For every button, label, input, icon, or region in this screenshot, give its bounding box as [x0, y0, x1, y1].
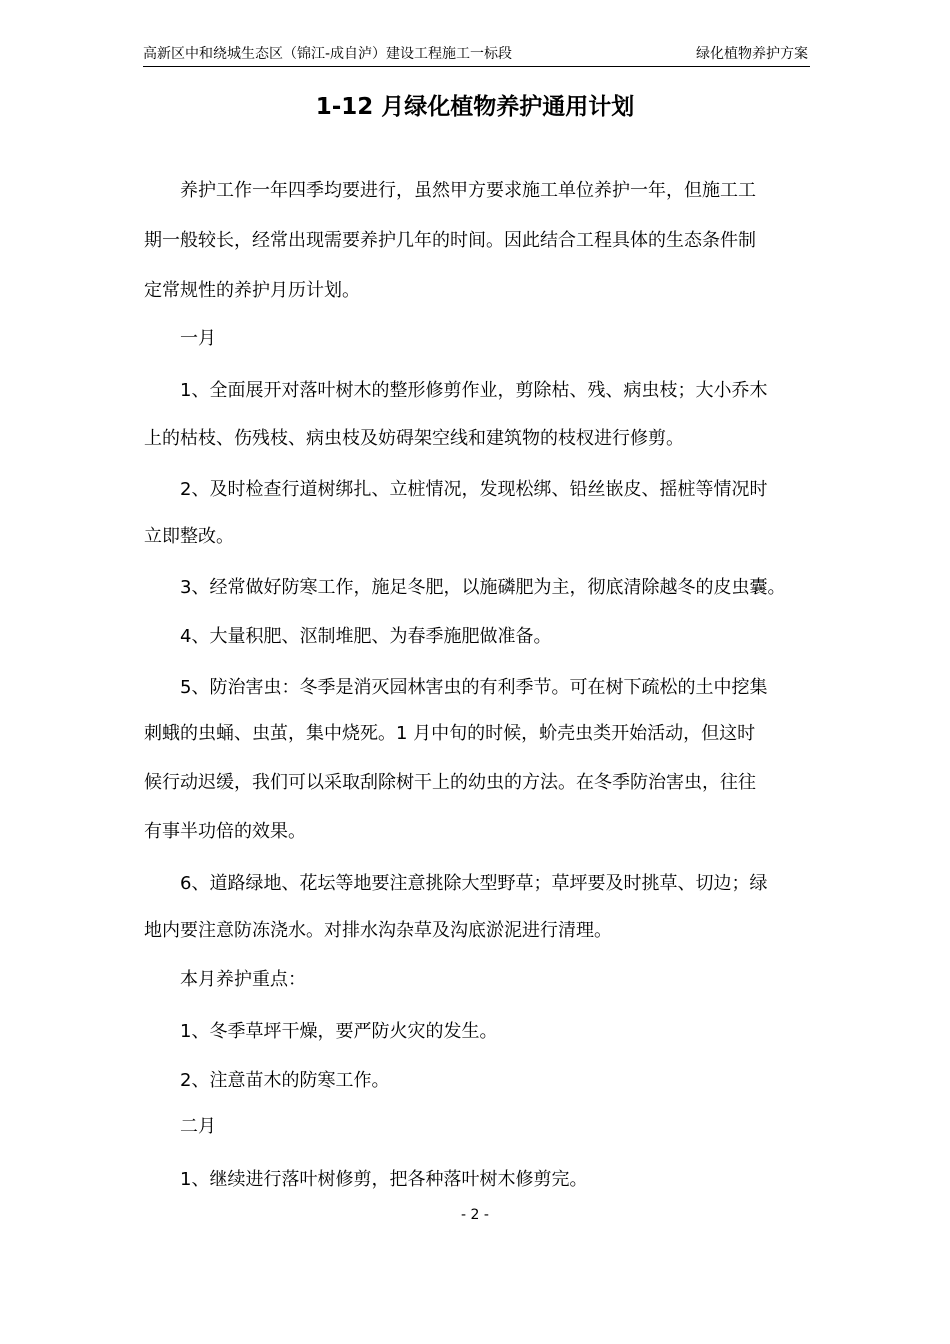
text-line-jan-focus-heading: 本月养护重点：	[144, 969, 306, 990]
text-line-intro-1: 养护工作一年四季均要进行，虽然甲方要求施工单位养护一年，但施工工	[144, 180, 756, 201]
text-line-intro-3: 定常规性的养护月历计划。	[144, 280, 360, 301]
section-heading-february: 二月	[144, 1116, 216, 1137]
text-line-jan-item5-b: 刺蛾的虫蛹、虫茧，集中烧死。1 月中旬的时候，蚧壳虫类开始活动，但这时	[144, 723, 756, 744]
text-line-jan-item5-a: 5、防治害虫：冬季是消灭园林害虫的有利季节。可在树下疏松的土中挖集	[144, 677, 768, 698]
text-line-jan-item2-b: 立即整改。	[144, 526, 234, 547]
text-line-jan-focus-1: 1、冬季草坪干燥，要严防火灾的发生。	[144, 1021, 498, 1042]
text-line-feb-item1: 1、继续进行落叶树修剪，把各种落叶树木修剪完。	[144, 1169, 588, 1190]
text-line-jan-item1-a: 1、全面展开对落叶树木的整形修剪作业，剪除枯、残、病虫枝；大小乔木	[144, 380, 768, 401]
text-line-intro-2: 期一般较长，经常出现需要养护几年的时间。因此结合工程具体的生态条件制	[144, 230, 756, 251]
text-line-jan-item3: 3、经常做好防寒工作，施足冬肥，以施磷肥为主，彻底清除越冬的皮虫囊。	[144, 577, 786, 598]
text-line-jan-item1-b: 上的枯枝、伤残枝、病虫枝及妨碍架空线和建筑物的枝杈进行修剪。	[144, 428, 684, 449]
text-line-jan-item2-a: 2、及时检查行道树绑扎、立桩情况，发现松绑、铅丝嵌皮、摇桩等情况时	[144, 479, 768, 500]
page-number: - 2 -	[461, 1207, 489, 1223]
page-header	[143, 40, 810, 67]
text-line-jan-item5-c: 候行动迟缓，我们可以采取刮除树干上的幼虫的方法。在冬季防治害虫，往往	[144, 772, 756, 793]
header-project-title: 高新区中和绕城生态区（锦江-成自泸）建设工程施工一标段	[143, 46, 513, 62]
text-line-jan-item6-a: 6、道路绿地、花坛等地要注意挑除大型野草；草坪要及时挑草、切边；绿	[144, 873, 768, 894]
section-heading-january: 一月	[144, 328, 216, 349]
text-line-jan-item4: 4、大量积肥、沤制堆肥、为春季施肥做准备。	[144, 626, 552, 647]
page-title: 1-12 月绿化植物养护通用计划	[315, 94, 635, 120]
text-line-jan-item6-b: 地内要注意防冻浇水。对排水沟杂草及沟底淤泥进行清理。	[144, 920, 612, 941]
text-line-jan-item5-d: 有事半功倍的效果。	[144, 821, 306, 842]
header-document-title: 绿化植物养护方案	[696, 46, 808, 62]
text-line-jan-focus-2: 2、注意苗木的防寒工作。	[144, 1070, 390, 1091]
